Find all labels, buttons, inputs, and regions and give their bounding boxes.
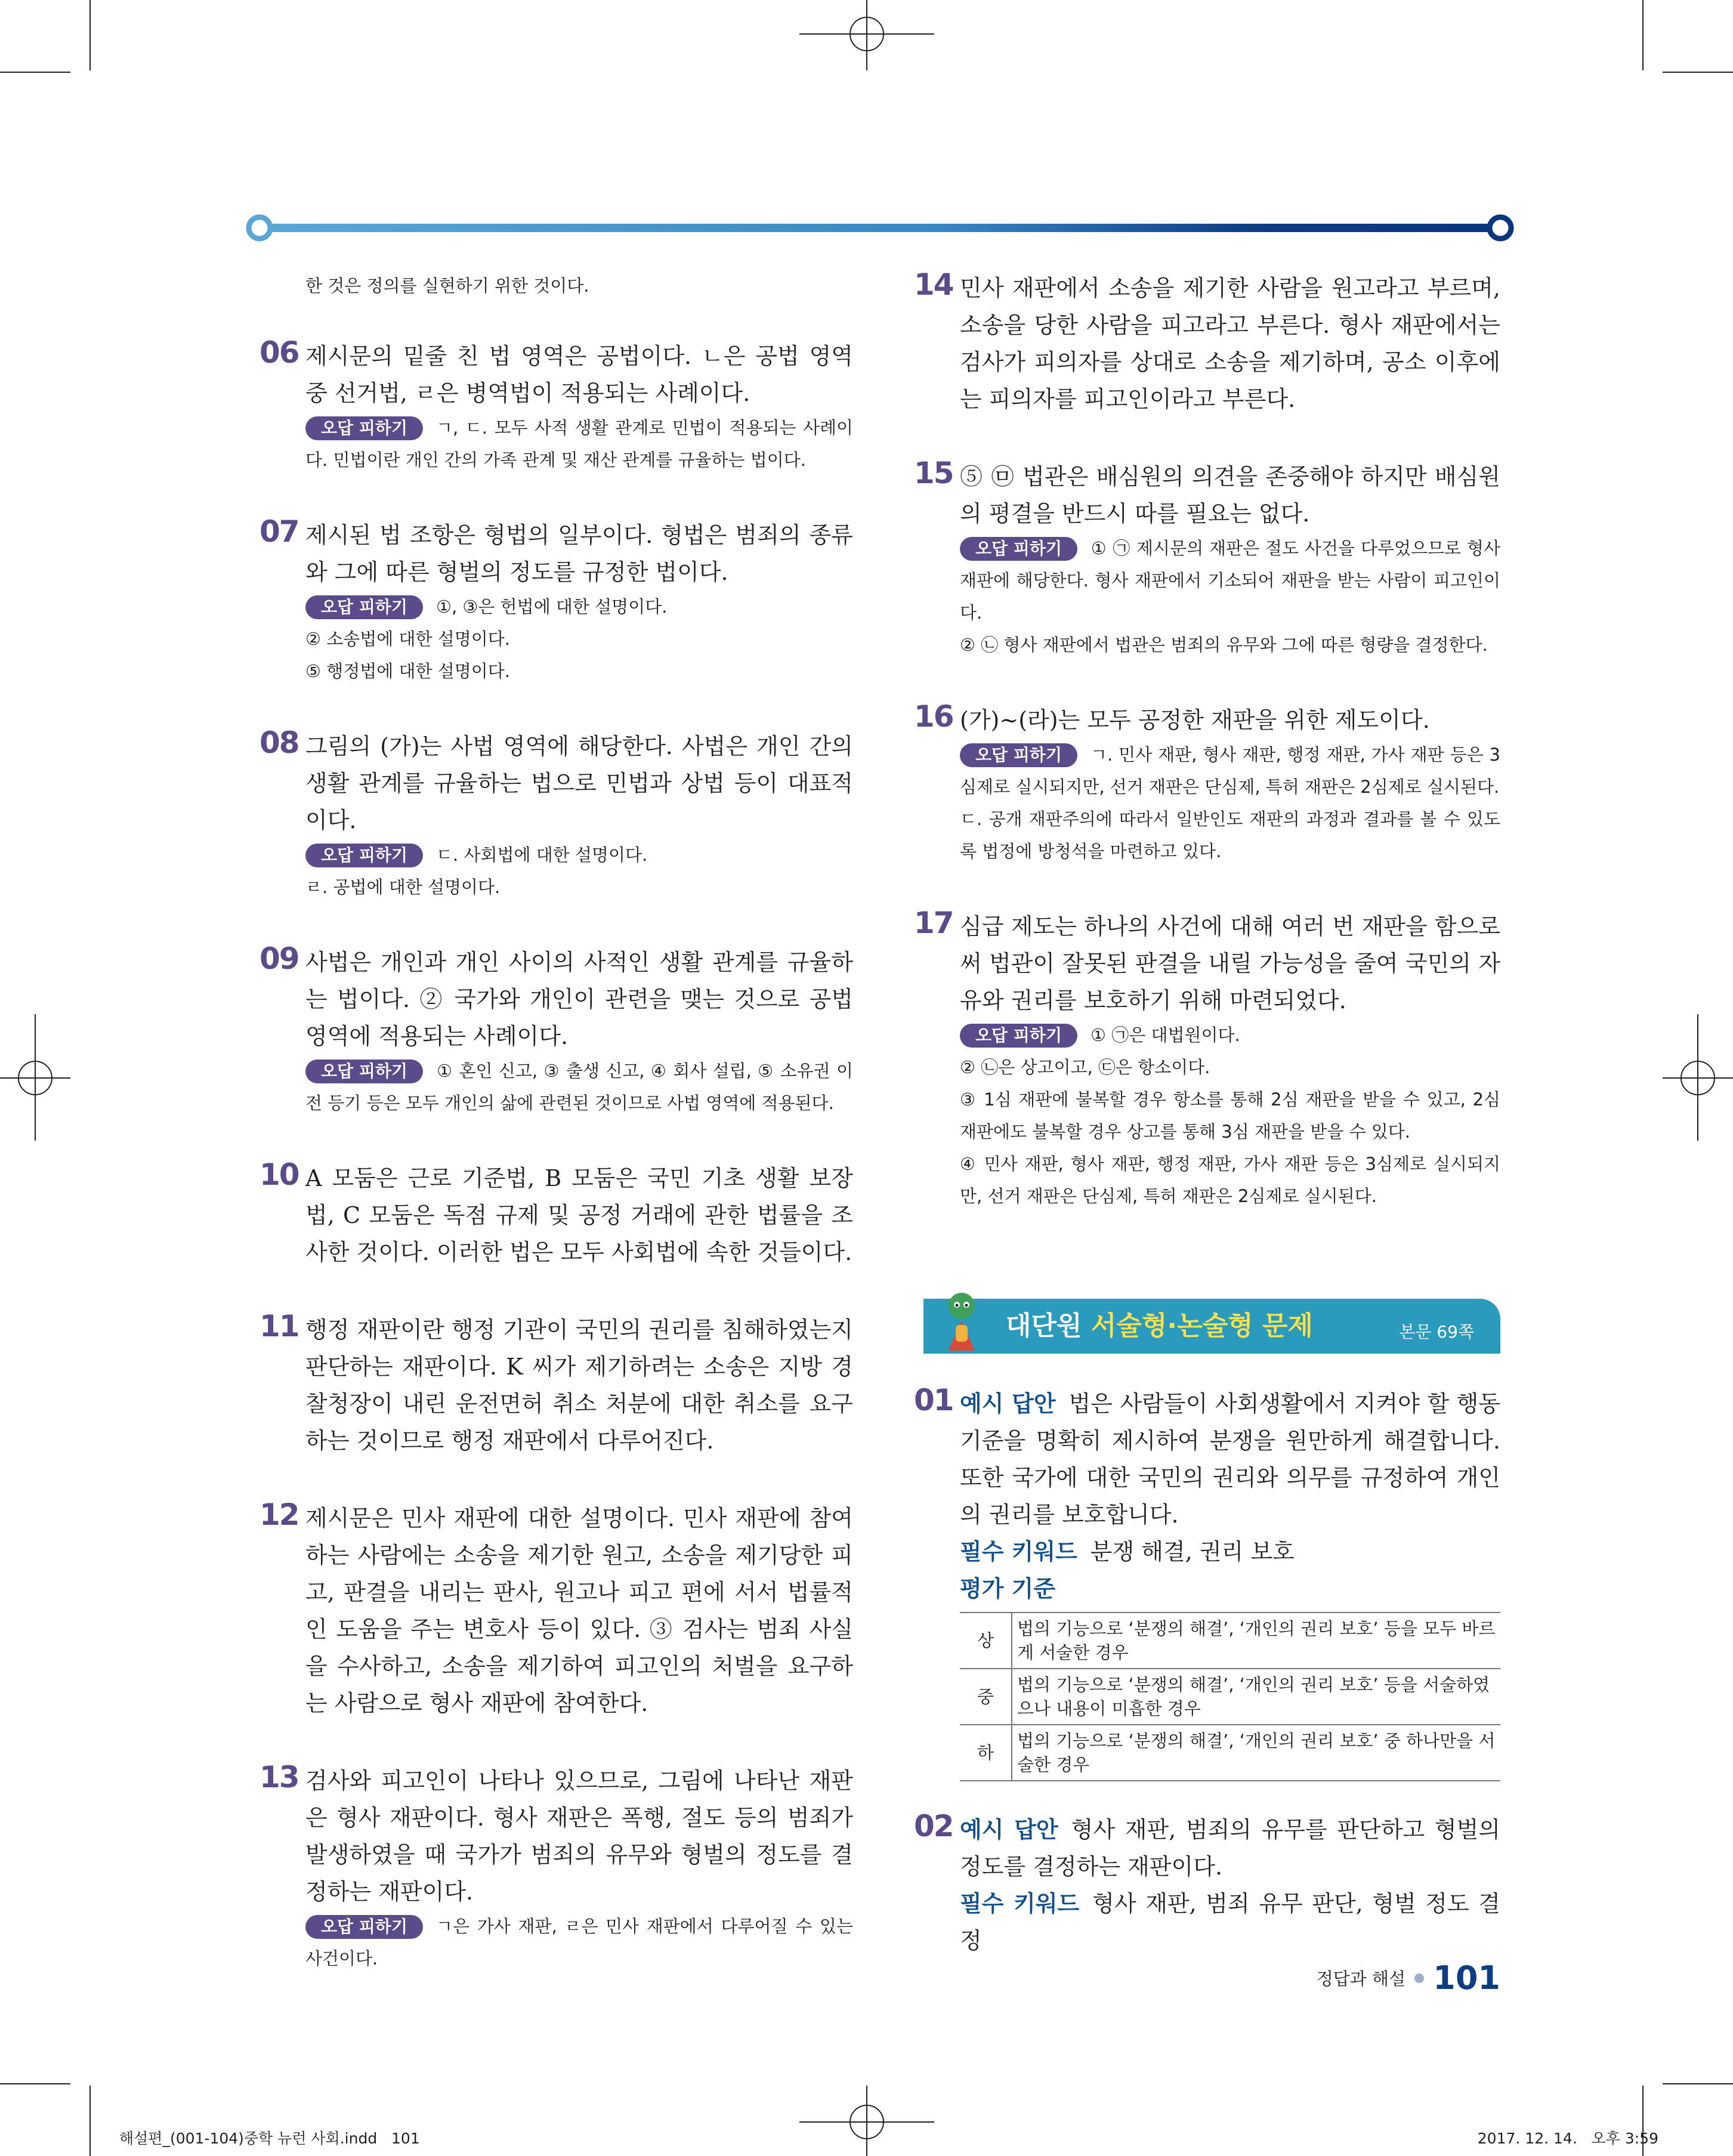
criteria-row — [960, 1725, 1500, 1781]
criteria-row — [960, 1669, 1500, 1725]
required-keywords-text: 분쟁 해결, 권리 보호 — [1090, 1539, 1295, 1565]
criteria-desc: 법의 기능으로 ‘분쟁의 해결’, ‘개인의 권리 보호’ 등을 서술하였으나 내용이 미흡한 경우 — [1012, 1669, 1500, 1725]
essay-item — [911, 1385, 1500, 1781]
question-explanation: 검사와 피고인이 나타나 있으므로, 그림에 나타난 재판은 형사 재판이다. 형사 재판은 폭행, 절도 등의 범죄가 발생하였을 때 국가가 범죄의 유무와 형벌의 정도를 결정하는 재판이다. — [305, 1768, 853, 1905]
question-number: 14 — [914, 267, 953, 302]
essay-answer-list — [911, 1385, 1500, 1989]
wrong-answer-text: ① 혼인 신고, ③ 출생 신고, ④ 회사 설립, ⑤ 소유권 이전 등기 등은 모두 개인의 삶에 관련된 것이므로 사법 영역에 적용된다. — [305, 1061, 853, 1113]
wrong-answer-badge: 오답 피하기 — [305, 844, 423, 867]
section-banner — [923, 1299, 1500, 1354]
print-timestamp: 2017. 12. 14. 오후 3:59 — [1477, 2130, 1658, 2147]
question-item — [911, 267, 1500, 418]
question-item — [257, 725, 853, 903]
model-answer-label: 예시 답안 — [960, 1817, 1058, 1843]
wrong-answer-note — [305, 1910, 853, 1975]
wrong-answer-note — [305, 591, 853, 623]
wrong-answer-note — [960, 629, 1500, 661]
wrong-answer-badge: 오답 피하기 — [305, 1915, 423, 1939]
question-explanation: 제시문은 민사 재판에 대한 설명이다. 민사 재판에 참여하는 사람에는 소송을 제기한 원고, 소송을 제기당한 피고, 판결을 내리는 판사, 원고나 피고 편에 서서 법률적인 도움을 주는 변호사 등이 있다. ③ 검사는 범죄 사실을 수사하고, 소송을 제기하여 피고인의 처벌을 요구하는 사람으로 형사 재판에 참여한다. — [305, 1505, 853, 1716]
question-number: 12 — [260, 1497, 299, 1532]
wrong-answer-text: ④ 민사 재판, 형사 재판, 행정 재판, 가사 재판 등은 3심제로 실시되지만, 선거 재판은 단심제, 특허 재판은 2심제로 실시된다. — [960, 1154, 1500, 1206]
question-item — [911, 458, 1500, 661]
left-column — [257, 270, 853, 2015]
question-item — [911, 908, 1500, 1212]
intro-line: 한 것은 정의를 실현하기 위한 것이다. — [305, 276, 589, 296]
wrong-answer-note — [960, 532, 1500, 629]
wrong-answer-note — [960, 1051, 1500, 1083]
wrong-answer-text: ㄷ. 사회법에 대한 설명이다. — [436, 845, 648, 865]
wrong-answer-badge: 오답 피하기 — [305, 416, 423, 440]
model-answer-text: 법은 사람들이 사회생활에서 지켜야 할 행동 기준을 명확히 제시하여 분쟁을 원만하게 해결합니다. 또한 국가에 대한 국민의 권리와 의무를 규정하여 개인의 권리를 보호합니다. — [960, 1391, 1500, 1528]
right-column — [911, 267, 1500, 1253]
model-answer — [960, 1811, 1500, 1885]
essay-number: 01 — [914, 1383, 953, 1417]
question-number: 07 — [260, 514, 299, 549]
page-number: 101 — [1433, 1959, 1500, 1997]
question-item — [257, 1762, 853, 1975]
wrong-answer-text: ② 소송법에 대한 설명이다. — [305, 629, 511, 649]
wrong-answer-text: ③ 1심 재판에 불복할 경우 항소를 통해 2심 재판을 받을 수 있고, 2심 재판에도 불복할 경우 상고를 통해 3심 재판을 받을 수 있다. — [960, 1089, 1500, 1142]
wrong-answer-text: ② ㉡ 형사 재판에서 법관은 범죄의 유무와 그에 따른 형량을 결정한다. — [960, 635, 1488, 655]
section-title-highlight: 서술형·논술형 문제 — [1091, 1311, 1313, 1341]
wrong-answer-note — [305, 623, 853, 655]
question-explanation: 그림의 (가)는 사법 영역에 해당한다. 사법은 개인 간의 생활 관계를 규율하는 법으로 민법과 상법 등이 대표적이다. — [305, 733, 853, 833]
footer-dot — [1414, 1973, 1424, 1983]
question-explanation: ⑤ ㉤ 법관은 배심원의 의견을 존중해야 하지만 배심원의 평결을 반드시 따를 필요는 없다. — [960, 464, 1500, 527]
model-answer-text: 형사 재판, 범죄의 유무를 판단하고 형벌의 정도를 결정하는 재판이다. — [960, 1817, 1501, 1880]
wrong-answer-note — [305, 839, 853, 871]
wrong-answer-note — [305, 412, 853, 476]
print-file-info: 해설편_(001-104)중학 뉴런 사회.indd 101 — [119, 2130, 420, 2147]
question-item — [257, 1157, 853, 1271]
question-explanation: 제시된 법 조항은 형법의 일부이다. 형법은 범죄의 종류와 그에 따른 형벌의 정도를 규정한 법이다. — [305, 522, 853, 585]
question-item — [257, 514, 853, 687]
header-bar — [0, 210, 1733, 246]
question-item — [257, 941, 853, 1119]
required-keywords-label: 필수 키워드 — [960, 1539, 1077, 1565]
wrong-answer-text: ② ㉡은 상고이고, ㉢은 항소이다. — [960, 1057, 1210, 1077]
question-number: 10 — [260, 1157, 299, 1192]
required-keywords — [960, 1885, 1500, 1959]
question-number: 13 — [260, 1760, 299, 1794]
wrong-answer-note — [960, 1148, 1500, 1212]
question-item — [257, 1311, 853, 1459]
wrong-answer-badge: 오답 피하기 — [960, 743, 1077, 767]
question-explanation: 행정 재판이란 행정 기관이 국민의 권리를 침해하였는지 판단하는 재판이다. K 씨가 제기하려는 소송은 지방 경찰청장이 내린 운전면허 취소 처분에 대한 취소를 요구하는 것이므로 행정 재판에서 다루어진다. — [305, 1317, 853, 1454]
question-number: 08 — [260, 725, 299, 760]
section-title-main: 대단원 — [1006, 1311, 1091, 1341]
wrong-answer-text: ① ㉠ 제시문의 재판은 절도 사건을 다루었으므로 형사 재판에 해당한다. 형사 재판에서 기소되어 재판을 받는 사람이 피고인이다. — [960, 538, 1500, 623]
question-number: 16 — [914, 699, 953, 734]
criteria-desc: 법의 기능으로 ‘분쟁의 해결’, ‘개인의 권리 보호’ 중 하나만을 서술한 경우 — [1012, 1725, 1500, 1781]
question-item — [911, 699, 1500, 867]
left-question-list — [257, 335, 853, 1975]
wrong-answer-note — [305, 871, 853, 903]
criteria-grade: 중 — [960, 1669, 1012, 1725]
question-number: 11 — [260, 1309, 299, 1343]
criteria-label: 평가 기준 — [960, 1576, 1056, 1602]
model-answer — [960, 1385, 1500, 1533]
criteria-grade: 상 — [960, 1613, 1012, 1669]
wrong-answer-text: ㄷ. 공개 재판주의에 따라서 일반인도 재판의 과정과 결과를 볼 수 있도록 법정에 방청석을 마련하고 있다. — [960, 809, 1500, 861]
wrong-answer-note — [305, 1055, 853, 1119]
wrong-answer-text: ① ㉠은 대법원이다. — [1091, 1025, 1240, 1045]
wrong-answer-note — [960, 1083, 1500, 1148]
question-item — [257, 1497, 853, 1722]
question-explanation: 제시문의 밑줄 친 법 영역은 공법이다. ㄴ은 공법 영역 중 선거법, ㄹ은 병역법이 적용되는 사례이다. — [305, 343, 853, 406]
criteria-table — [960, 1612, 1500, 1781]
footer-section-label: 정답과 해설 — [1316, 1969, 1406, 1989]
wrong-answer-text: ㄱ, ㄷ. 모두 사적 생활 관계로 민법이 적용되는 사례이다. 민법이란 개인 간의 가족 관계 및 재산 관계를 규율하는 법이다. — [305, 418, 853, 470]
wrong-answer-text: ㄱ. 민사 재판, 형사 재판, 행정 재판, 가사 재판 등은 3심제로 실시되지만, 선거 재판은 단심제, 특허 재판은 2심제로 실시된다. — [960, 745, 1500, 797]
required-keywords — [960, 1533, 1500, 1570]
wrong-answer-note — [960, 803, 1500, 867]
wrong-answer-note — [305, 655, 853, 687]
question-explanation: 사법은 개인과 개인 사이의 사적인 생활 관계를 규율하는 법이다. ② 국가와 개인이 관련을 맺는 것으로 공법 영역에 적용되는 사례이다. — [305, 949, 853, 1049]
wrong-answer-text: ①, ③은 헌법에 대한 설명이다. — [436, 597, 668, 617]
wrong-answer-badge: 오답 피하기 — [960, 537, 1077, 561]
question-number: 06 — [260, 335, 299, 370]
wrong-answer-badge: 오답 피하기 — [305, 595, 423, 619]
wrong-answer-text: ㄱ은 가사 재판, ㄹ은 민사 재판에서 다루어질 수 있는 사건이다. — [305, 1916, 853, 1969]
wrong-answer-badge: 오답 피하기 — [305, 1060, 423, 1083]
wrong-answer-note — [960, 1019, 1500, 1051]
essay-item — [911, 1811, 1500, 1959]
question-number: 17 — [914, 906, 953, 940]
wrong-answer-text: ㄹ. 공법에 대한 설명이다. — [305, 877, 501, 897]
question-item — [257, 335, 853, 476]
section-page-ref: 본문 69쪽 — [1399, 1322, 1474, 1342]
model-answer-label: 예시 답안 — [960, 1391, 1056, 1417]
essay-number: 02 — [914, 1809, 953, 1843]
required-keywords-label: 필수 키워드 — [960, 1891, 1080, 1917]
right-question-list — [911, 267, 1500, 1212]
wrong-answer-text: ⑤ 행정법에 대한 설명이다. — [305, 661, 511, 681]
wrong-answer-badge: 오답 피하기 — [960, 1024, 1077, 1048]
criteria-desc: 법의 기능으로 ‘분쟁의 해결’, ‘개인의 권리 보호’ 등을 모두 바르게 서술한 경우 — [1012, 1613, 1500, 1669]
question-number: 09 — [260, 941, 299, 976]
question-explanation: 심급 제도는 하나의 사건에 대해 여러 번 재판을 함으로써 법관이 잘못된 판결을 내릴 가능성을 줄여 국민의 자유와 권리를 보호하기 위해 마련되었다. — [960, 913, 1500, 1014]
character-icon — [938, 1288, 986, 1354]
criteria-row — [960, 1613, 1500, 1669]
question-explanation: 민사 재판에서 소송을 제기한 사람을 원고라고 부르며, 소송을 당한 사람을 피고라고 부른다. 형사 재판에서는 검사가 피의자를 상대로 소송을 제기하며, 공소 이후에는 피의자를 피고인이라고 부른다. — [960, 275, 1500, 412]
required-keywords-text: 형사 재판, 범죄 유무 판단, 형벌 정도 결정 — [960, 1891, 1500, 1954]
question-number: 15 — [914, 456, 953, 490]
question-explanation: A 모둠은 근로 기준법, B 모둠은 국민 기초 생활 보장법, C 모둠은 독점 규제 및 공정 거래에 관한 법률을 조사한 것이다. 이러한 법은 모두 사회법에 속한 것들이다. — [305, 1165, 853, 1265]
wrong-answer-note — [960, 739, 1500, 803]
criteria-grade: 하 — [960, 1725, 1012, 1781]
question-explanation: (가)~(라)는 모두 공정한 재판을 위한 제도이다. — [960, 707, 1430, 733]
